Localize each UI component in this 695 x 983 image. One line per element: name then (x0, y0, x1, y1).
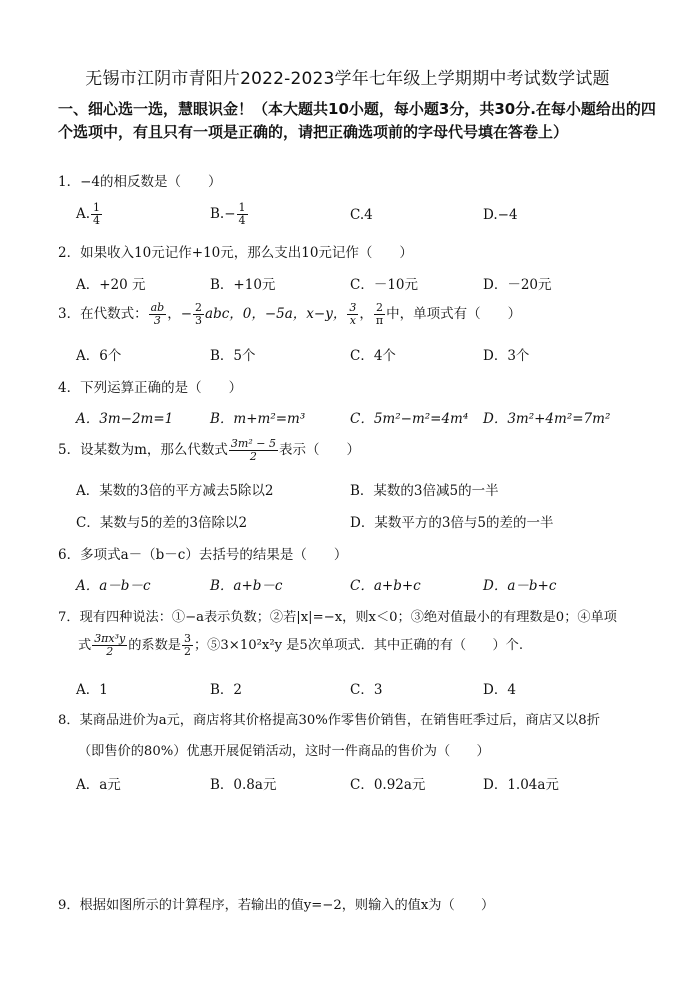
q3-f4-num: 2 (374, 302, 385, 315)
q4-option-a: A．3m−2m=1 (76, 411, 174, 427)
q7-suffix: ；⑤3×10²x²y 是5次单项式．其中正确的有（ ）个. (194, 638, 524, 653)
q2-option-a: A．+20 元 (76, 277, 146, 293)
question-5-stem (58, 438, 360, 463)
q3-f2-den: 3 (195, 314, 203, 327)
q1-a-den: 4 (93, 214, 101, 227)
q1-b-fraction (237, 202, 248, 227)
q7-option-b: B．2 (210, 682, 243, 698)
q1-b-num: 1 (238, 201, 246, 214)
q2-option-b: B．+10元 (210, 277, 276, 293)
q7-fraction-1 (92, 633, 127, 658)
q3-option-c: C．4个 (350, 348, 396, 364)
q3-f3-num: 3 (349, 301, 357, 314)
q4-option-d: D．3m²+4m²=7m² (483, 411, 611, 427)
q6-option-a: A．a－b－c (76, 578, 151, 594)
q1-a-num: 1 (93, 201, 101, 214)
q3-mid-3: ， (359, 306, 373, 322)
q1-b-prefix: B.− (210, 206, 236, 222)
q7-f2-den: 2 (184, 645, 191, 658)
q5-option-d: D．某数平方的3倍与5的差的一半 (350, 515, 554, 531)
q1-option-a (76, 202, 103, 227)
q3-option-b: B．5个 (210, 348, 256, 364)
question-9-stem: 9．根据如图所示的计算程序，若输出的值y=−2，则输入的值x为（ ） (58, 898, 495, 913)
question-8-line-2: （即售价的80%）优惠开展促销活动，这时一件商品的售价为（ ） (78, 744, 490, 759)
q7-f1-num: 3πx³y (94, 632, 126, 645)
q7-f1-den: 2 (106, 645, 114, 658)
q5-option-a: A．某数的3倍的平方减去5除以2 (76, 483, 274, 499)
q8-option-a: A．a元 (76, 777, 121, 793)
question-7-line-1: 7．现有四种说法：①−a表示负数；②若|x|=−x，则x＜0；③绝对值最小的有理数是0；④单项 (58, 610, 617, 625)
q1-option-c: C.4 (350, 207, 373, 223)
q7-option-d: D．4 (483, 682, 516, 698)
q5-prefix: 5．设某数为m，那么代数式 (58, 442, 228, 458)
q3-mid-1: ，− (167, 306, 193, 322)
question-3-stem (58, 302, 521, 327)
q6-option-c: C．a+b+c (350, 578, 421, 594)
q7-mid: 的系数是 (128, 638, 181, 653)
q7-option-a: A．1 (76, 682, 108, 698)
q3-option-a: A．6个 (76, 348, 122, 364)
question-6-stem: 6．多项式a－（b－c）去括号的结果是（ ） (58, 547, 348, 563)
page-title: 无锡市江阴市青阳片2022-2023学年七年级上学期期中考试数学试题 (85, 69, 610, 89)
q6-option-d: D．a－b+c (483, 578, 557, 594)
q3-f2-num: 2 (195, 301, 203, 314)
q7-fraction-2 (182, 633, 193, 658)
q7-f2-num: 3 (184, 632, 191, 645)
q4-option-c: C．5m²−m²=4m⁴ (350, 411, 469, 427)
q8-option-d: D．1.04a元 (483, 777, 559, 793)
q1-a-fraction (91, 202, 102, 227)
q2-option-c: C．－10元 (350, 277, 419, 293)
q3-fraction-4 (374, 302, 385, 327)
question-7-line-2 (78, 633, 523, 658)
q3-prefix: 3．在代数式： (58, 306, 148, 322)
q5-suffix: 表示（ ） (278, 442, 360, 458)
q6-option-b: B．a+b－c (210, 578, 283, 594)
q8-option-c: C．0.92a元 (350, 777, 426, 793)
q4-option-b: B．m+m²=m³ (210, 411, 306, 427)
q8-option-b: B．0.8a元 (210, 777, 277, 793)
q1-option-b (210, 202, 249, 227)
q3-mid-2: abc，0，−5a，x−y， (205, 306, 347, 322)
q5-fraction (229, 438, 278, 463)
section-heading: 一、细心选一选，慧眼识金！（本大题共10小题，每小题3分，共30分.在每小题给出的四个选项中，有且只有一项是正确的，请把正确选项前的字母代号填在答卷上） (58, 100, 656, 141)
q2-option-d: D．－20元 (483, 277, 552, 293)
q3-fraction-3 (347, 302, 358, 327)
q7-option-c: C．3 (350, 682, 383, 698)
q1-a-prefix: A. (76, 206, 91, 222)
q3-option-d: D．3个 (483, 348, 530, 364)
q7-prefix: 式 (78, 638, 92, 653)
question-4-stem: 4．下列运算正确的是（ ） (58, 380, 243, 396)
q3-fraction-1 (149, 302, 167, 327)
q3-f3-den: x (349, 314, 356, 327)
q1-b-den: 4 (238, 214, 246, 227)
q1-option-d: D.−4 (483, 207, 518, 223)
question-2-stem: 2．如果收入10元记作+10元，那么支出10元记作（ ） (58, 245, 413, 261)
q5-f-den: 2 (249, 450, 257, 463)
question-8-line-1: 8．某商品进价为a元，商店将其价格提高30%作零售价销售，在销售旺季过后，商店又以8折 (58, 713, 600, 728)
q5-option-c: C．某数与5的差的3倍除以2 (76, 515, 248, 531)
question-1-stem: 1．−4的相反数是（ ） (58, 174, 222, 190)
q3-f1-den: 3 (153, 314, 161, 327)
q5-f-num: 3m² − 5 (230, 437, 276, 450)
q3-f1-num: ab (150, 301, 165, 314)
q3-suffix: 中，单项式有（ ） (386, 306, 522, 322)
q3-fraction-2 (193, 302, 204, 327)
q3-f4-den: π (375, 314, 384, 327)
q5-option-b: B．某数的3倍减5的一半 (350, 483, 499, 499)
